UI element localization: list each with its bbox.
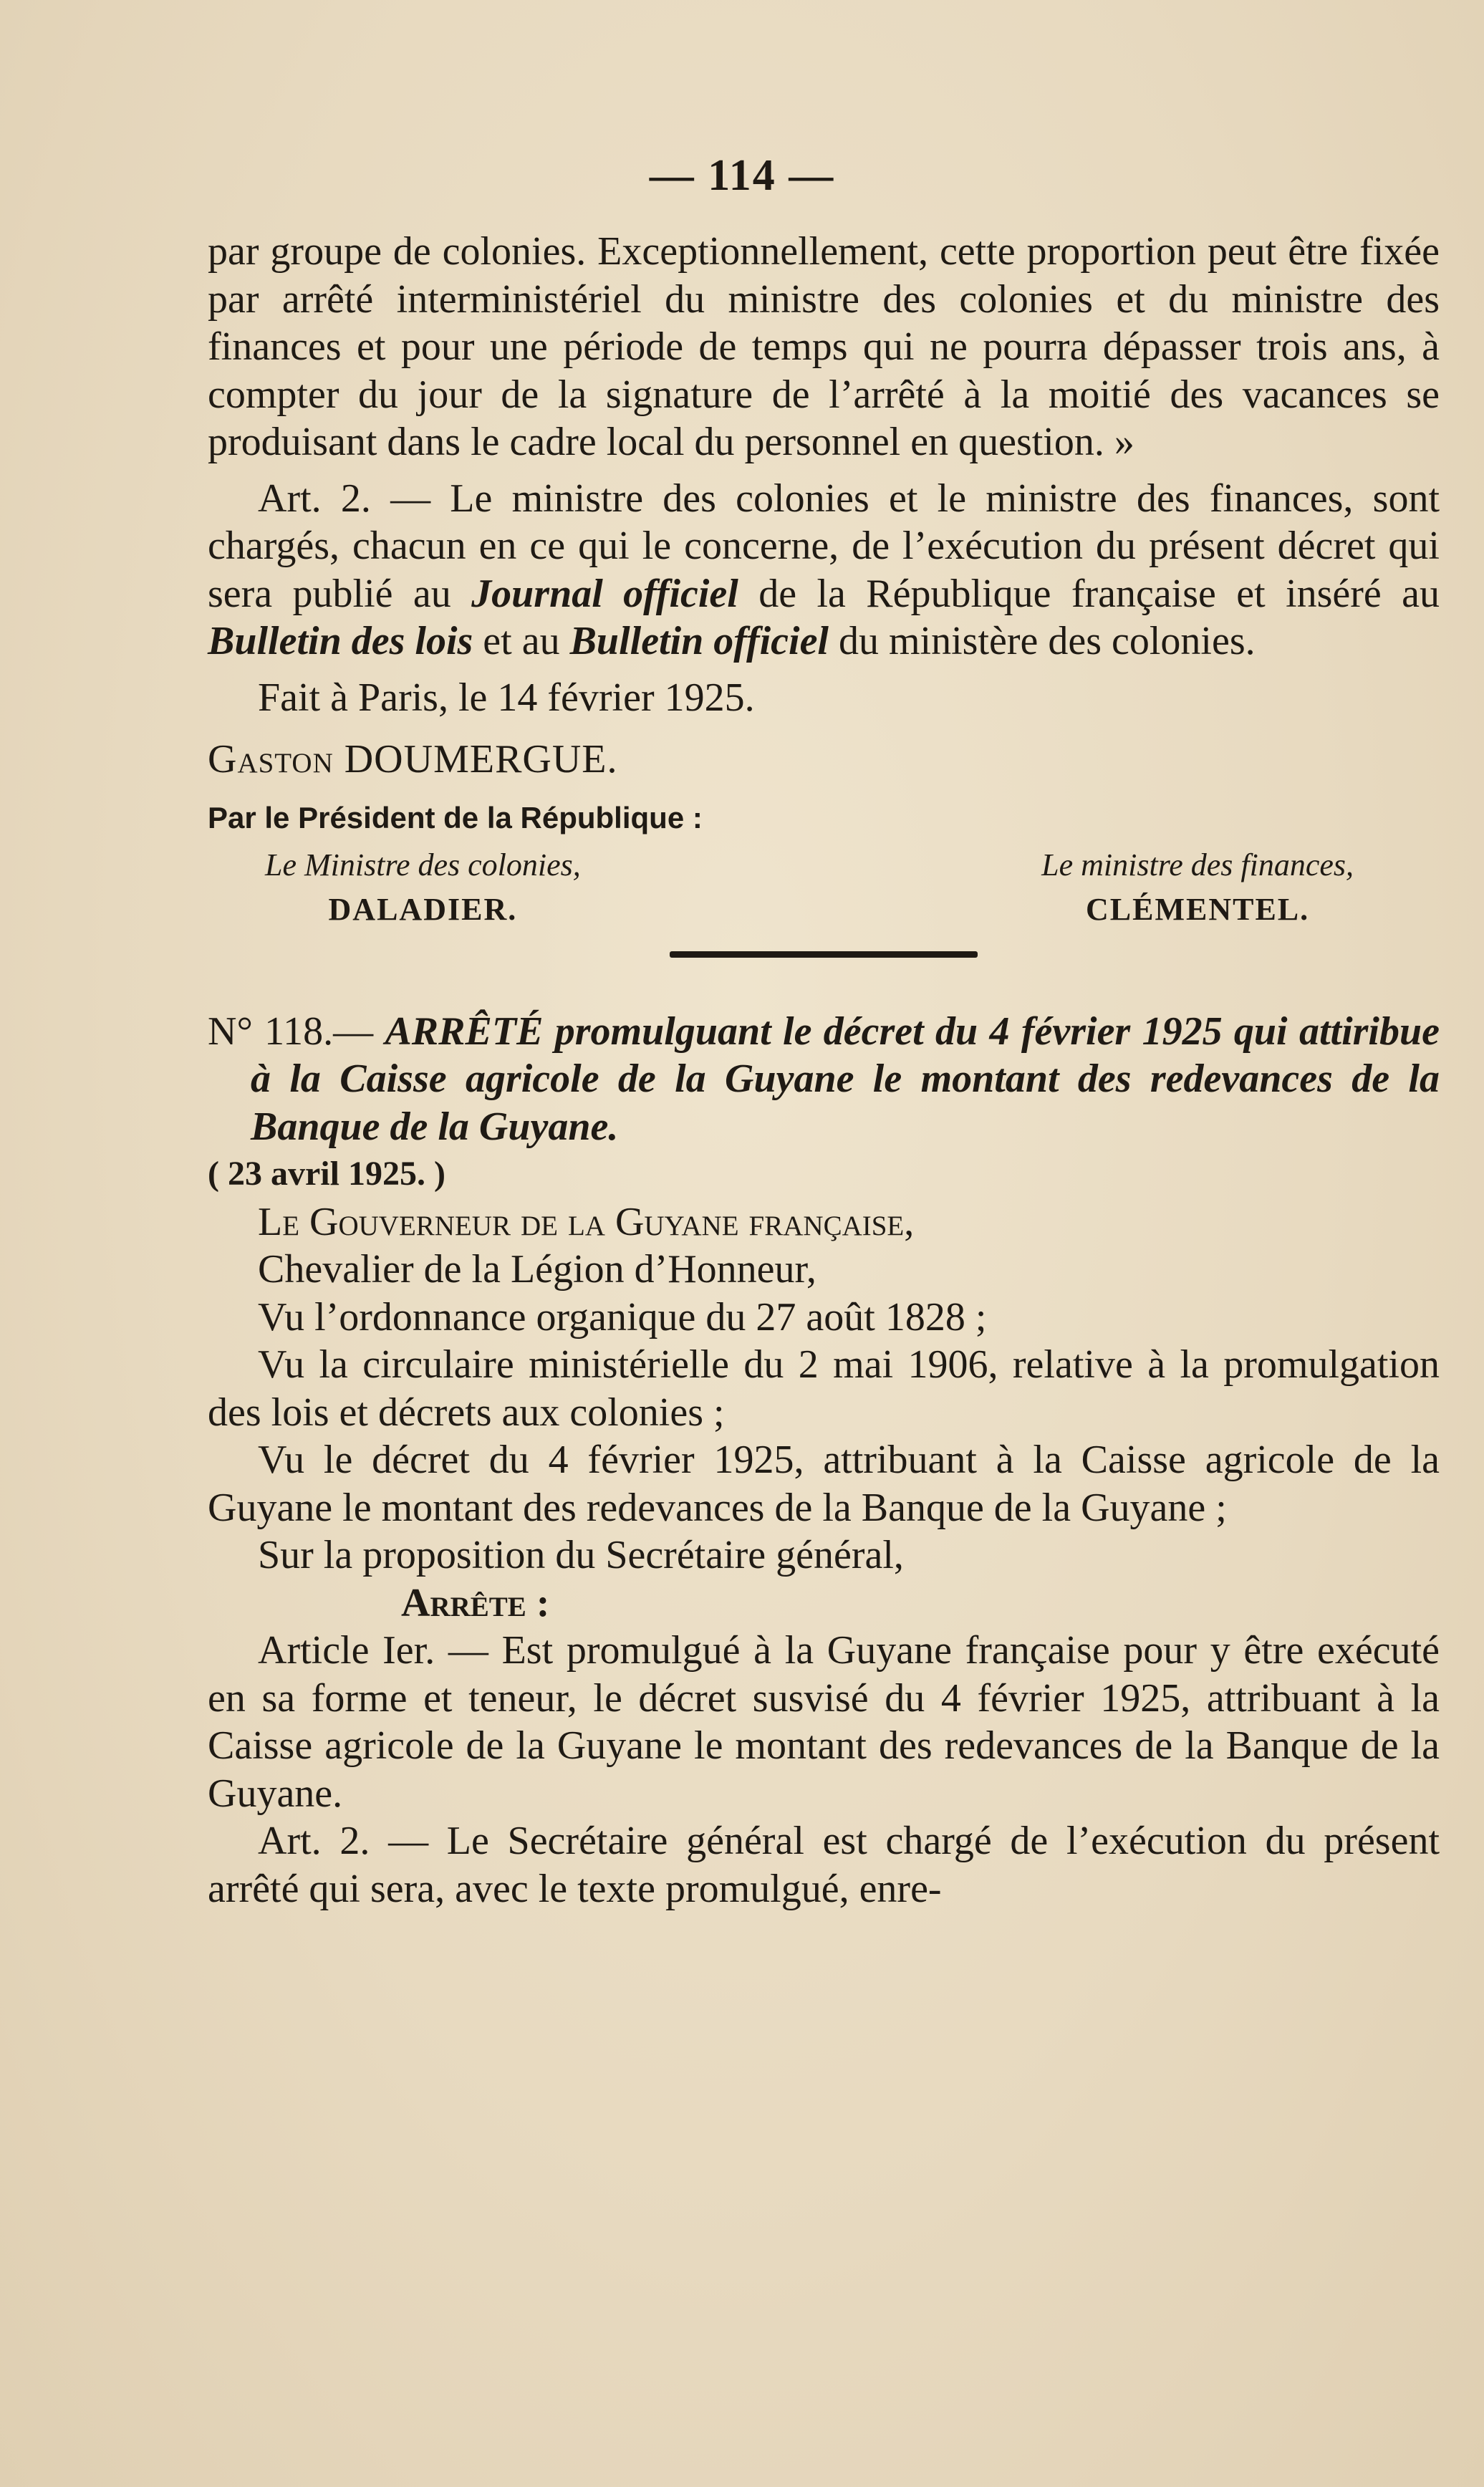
minister-colonies xyxy=(265,845,581,930)
minister-finances xyxy=(1041,845,1354,930)
minister-colonies-role: Le Ministre des colonies, xyxy=(265,847,581,882)
arrete-keyword: Arrête : xyxy=(401,1580,550,1625)
vu-circulaire: Vu la circulaire ministérielle du 2 mai 1906, relative à la promulgation des lois et décrets aux colonies ; xyxy=(208,1342,1440,1435)
vu-decret: Vu le décret du 4 février 1925, attribuant à la Caisse agricole de la Guyane le montant des redevances de la Banque de la Guyane ; xyxy=(208,1438,1440,1530)
article-2-arrete: Art. 2. — Le Secrétaire général est chargé de l’exécution du présent arrêté qui sera, avec le texte promulgué, enre- xyxy=(208,1819,1440,1911)
president-signature: Gaston DOUMERGUE. xyxy=(208,737,618,781)
par-le-president: Par le Président de la République : xyxy=(208,800,703,834)
section-divider xyxy=(670,951,978,958)
arrete-number: N° 118.— xyxy=(208,1009,385,1054)
document-body xyxy=(208,228,1440,1913)
arrete-title: ARRÊTÉ promulguant le décret du 4 février 1925 qui attiribue à la Caisse agricole de la Guyane le montant des redevances de la Banque de la Guyane. xyxy=(251,1009,1440,1149)
minister-finances-role: Le ministre des finances, xyxy=(1041,847,1354,882)
countersignature-block xyxy=(208,798,1440,930)
chevalier-line: Chevalier de la Légion d’Honneur, xyxy=(258,1247,816,1291)
page-number: — 114 — xyxy=(649,151,835,200)
arrete-date: ( 23 avril 1925. ) xyxy=(208,1155,445,1193)
sur-proposition: Sur la proposition du Secrétaire général, xyxy=(258,1533,904,1577)
paragraph-continuation: par groupe de colonies. Exceptionnellement, cette proportion peut être fixée par arrêté interministériel du ministre des colonies et du ministre des finances et pour une période de temps qui ne pourra dépasser trois ans, à compter du jour de la signature de l’arrêté à la moitié des vacances se produisant dans le cadre local du personnel en question. » xyxy=(208,229,1440,464)
gouverneur-line: Le Gouverneur de la Guyane française, xyxy=(258,1199,915,1244)
minister-finances-name: CLÉMENTEL. xyxy=(1085,891,1310,927)
article-2-decree: Art. 2. — Le ministre des colonies et le ministre des finances, sont chargés, chacun en ce qui le concerne, de l’exécution du présent décret qui sera publié au Journal officiel de la République française et inséré au Bulletin des lois et au Bulletin officiel du ministère des colonies. xyxy=(208,476,1440,663)
vu-ordonnance: Vu l’ordonnance organique du 27 août 1828 ; xyxy=(258,1294,987,1339)
arrete-118-heading xyxy=(208,1008,1440,1151)
article-1: Article Ier. — Est promulgué à la Guyane française pour y être exécuté en sa forme et teneur, le décret susvisé du 4 février 1925, attribuant à la Caisse agricole de la Guyane le montant des redevances de la Banque de la Guyane. xyxy=(208,1628,1440,1816)
place-date-line: Fait à Paris, le 14 février 1925. xyxy=(258,675,755,720)
minister-colonies-name: DALADIER. xyxy=(328,891,518,927)
